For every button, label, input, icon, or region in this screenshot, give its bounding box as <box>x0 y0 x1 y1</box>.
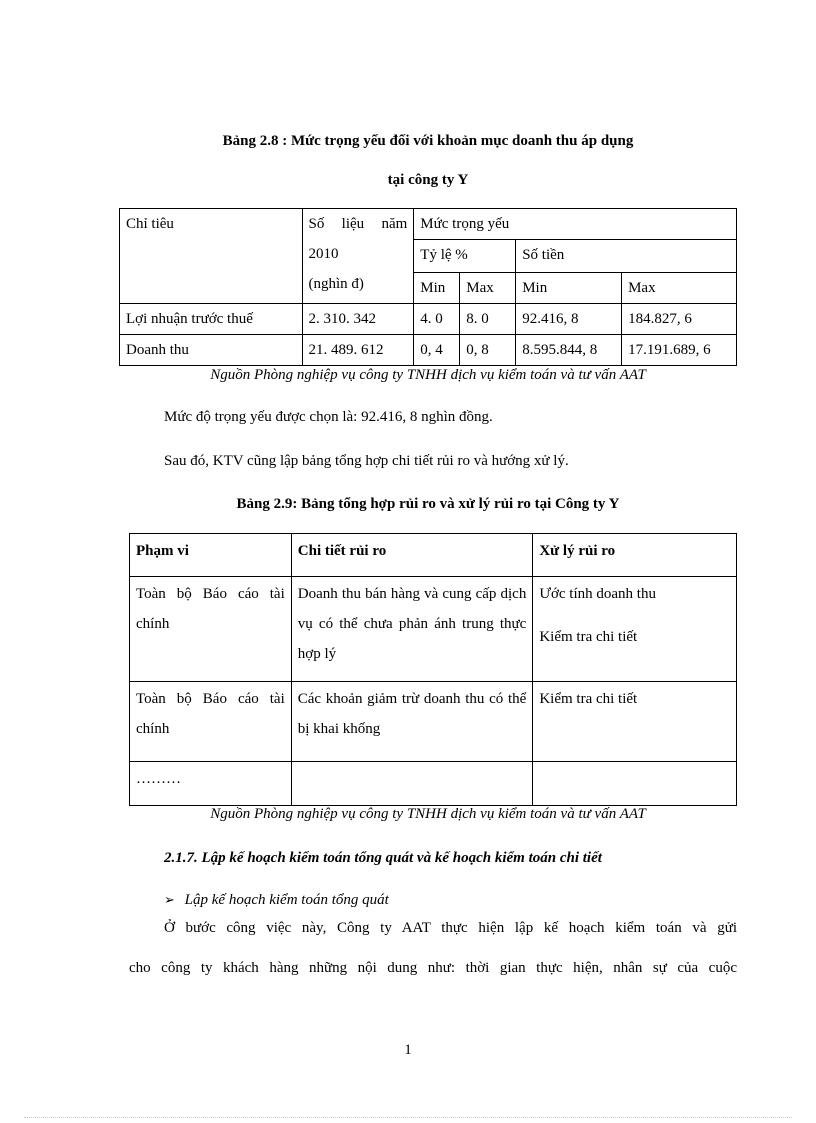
table-2-9-caption: Bảng 2.9: Bảng tổng hợp rủi ro và xử lý rủi ro tại Công ty Y <box>236 496 620 512</box>
cell-value: 2. 310. 342 <box>302 304 414 335</box>
paragraph-plan-line1: Ở bước công việc này, Công ty AAT thực hiện lập kế hoạch kiểm toán và gửi <box>164 920 737 936</box>
header-so-tien: Số tiền <box>516 240 737 273</box>
table-2-8-caption-line1: Bảng 2.8 : Mức trọng yếu đối với khoản mục doanh thu áp dụng <box>222 133 634 149</box>
cell-amount-min: 8.595.844, 8 <box>516 335 622 366</box>
cell-detail: Doanh thu bán hàng và cung cấp dịch vụ có thể chưa phản ánh trung thực hợp lý <box>291 577 533 682</box>
bullet-text: Lập kế hoạch kiểm toán tổng quát <box>184 892 389 908</box>
materiality-table <box>119 208 737 366</box>
table-2-8-caption-line2: tại công ty Y <box>387 172 469 188</box>
table-2-8-source: Nguồn Phòng nghiệp vụ công ty TNHH dịch vụ kiểm toán và tư vấn AAT <box>210 367 646 383</box>
cell-label: Lợi nhuận trước thuế <box>120 304 303 335</box>
paragraph-plan-line2: cho công ty khách hàng những nội dung như: thời gian thực hiện, nhân sự của cuộc <box>129 960 737 976</box>
cell-amount-min: 92.416, 8 <box>516 304 622 335</box>
page-number: 1 <box>404 1042 412 1058</box>
header-ty-le: Tỷ lệ % <box>414 240 516 273</box>
table-row <box>120 335 737 366</box>
cell-rate-min: 4. 0 <box>414 304 460 335</box>
header-max-amount: Max <box>622 273 737 304</box>
arrow-bullet-icon: ➢ <box>164 893 175 908</box>
table-row <box>130 682 737 762</box>
cell-amount-max: 17.191.689, 6 <box>622 335 737 366</box>
header-chi-tiet: Chi tiết rủi ro <box>291 534 533 577</box>
cell-handle: Kiểm tra chi tiết <box>533 682 737 762</box>
bullet-item <box>164 892 389 909</box>
cell-detail <box>291 762 533 806</box>
page-bottom-rule <box>24 1117 792 1118</box>
header-pham-vi: Phạm vi <box>130 534 292 577</box>
header-xu-ly: Xử lý rủi ro <box>533 534 737 577</box>
cell-scope: Toàn bộ Báo cáo tài chính <box>130 682 292 762</box>
risk-table <box>129 533 737 806</box>
cell-scope: Toàn bộ Báo cáo tài chính <box>130 577 292 682</box>
cell-handle: Ước tính doanh thu Kiểm tra chi tiết <box>533 577 737 682</box>
table-row <box>130 762 737 806</box>
cell-label: Doanh thu <box>120 335 303 366</box>
table-row <box>130 577 737 682</box>
header-chi-tieu: Chỉ tiêu <box>120 209 303 304</box>
cell-scope: ……… <box>130 762 292 806</box>
table-2-9-source: Nguồn Phòng nghiệp vụ công ty TNHH dịch vụ kiểm toán và tư vấn AAT <box>210 806 646 822</box>
cell-detail: Các khoản giảm trừ doanh thu có thể bị khai khống <box>291 682 533 762</box>
header-min-rate: Min <box>414 273 460 304</box>
header-muc-trong-yeu: Mức trọng yếu <box>414 209 737 240</box>
cell-handle <box>533 762 737 806</box>
cell-rate-min: 0, 4 <box>414 335 460 366</box>
cell-amount-max: 184.827, 6 <box>622 304 737 335</box>
table-row <box>120 304 737 335</box>
cell-rate-max: 8. 0 <box>460 304 516 335</box>
header-min-amount: Min <box>516 273 622 304</box>
section-heading: 2.1.7. Lập kế hoạch kiểm toán tổng quát và kế hoạch kiểm toán chi tiết <box>164 850 602 866</box>
header-so-lieu: Số liệu năm 2010 (nghìn đ) <box>302 209 414 304</box>
header-max-rate: Max <box>460 273 516 304</box>
paragraph-materiality: Mức độ trọng yếu được chọn là: 92.416, 8 nghìn đồng. <box>164 409 493 425</box>
cell-rate-max: 0, 8 <box>460 335 516 366</box>
cell-value: 21. 489. 612 <box>302 335 414 366</box>
paragraph-summary: Sau đó, KTV cũng lập bảng tổng hợp chi tiết rủi ro và hướng xử lý. <box>164 453 569 469</box>
